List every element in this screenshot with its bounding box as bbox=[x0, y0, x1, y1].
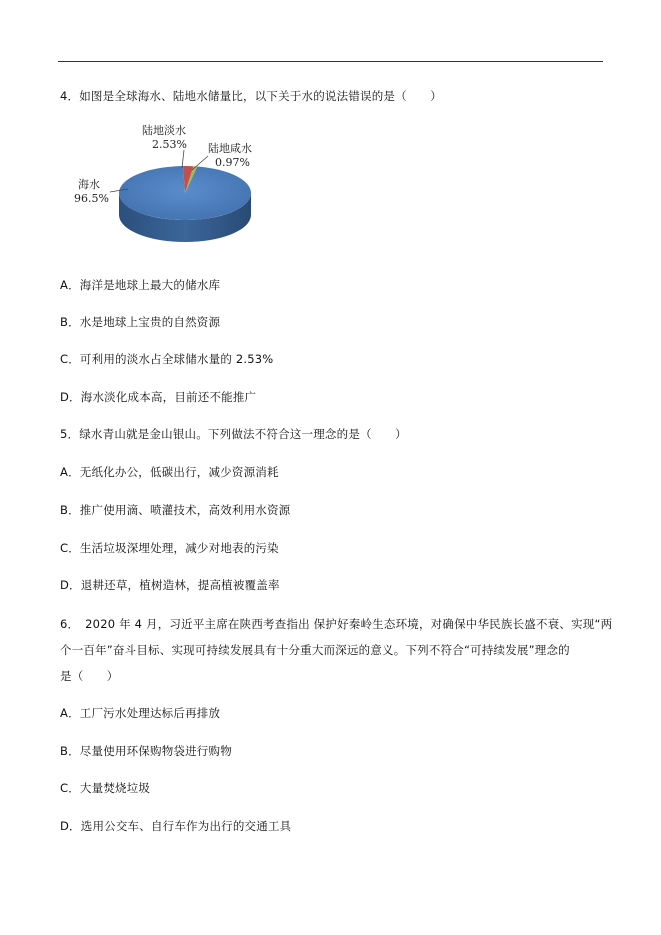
q6-option-a: A．工厂污水处理达标后再排放 bbox=[60, 706, 221, 720]
slice-label-saline-name: 陆地咸水 bbox=[208, 142, 252, 155]
q6-stem-line-1: 6． 2020 年 4 月，习近平主席在陕西考查指出 保护好秦岭生态环境，对确保中华民族长盛不衰、实现“两 bbox=[60, 617, 613, 631]
q6-option-d: D．选用公交车、自行车作为出行的交通工具 bbox=[60, 819, 292, 833]
q5-option-c: C．生活垃圾深埋处理，减少对地表的污染 bbox=[60, 541, 279, 555]
q4-option-d: D．海水淡化成本高，目前还不能推广 bbox=[60, 390, 257, 404]
slice-label-sea-value: 96.5% bbox=[74, 192, 109, 205]
leader-line-1 bbox=[182, 150, 184, 168]
q5-option-d: D．退耕还草，植树造林，提高植被覆盖率 bbox=[60, 578, 280, 592]
slice-label-saline-value: 0.97% bbox=[215, 156, 250, 169]
q6-stem-line-2: 个一百年”奋斗目标、实现可持续发展具有十分重大而深远的意义。下列不符合“可持续发展”理念的 bbox=[60, 643, 570, 657]
q5-option-b: B．推广使用滴、喷灌技术，高效利用水资源 bbox=[60, 503, 291, 517]
q4-option-a: A．海洋是地球上最大的储水库 bbox=[60, 278, 221, 292]
q4-stem: 4．如图是全球海水、陆地水储量比，以下关于水的说法错误的是（ ） bbox=[60, 89, 442, 103]
q6-option-c: C．大量焚烧垃圾 bbox=[60, 781, 151, 795]
slice-label-sea-name: 海水 bbox=[78, 178, 100, 191]
q5-option-a: A．无纸化办公，低碳出行，减少资源消耗 bbox=[60, 465, 279, 479]
q6-stem-line-3: 是（ ） bbox=[60, 669, 119, 683]
header-rule bbox=[58, 61, 603, 62]
q4-option-b: B．水是地球上宝贵的自然资源 bbox=[60, 315, 221, 329]
slice-label-fresh-name: 陆地淡水 bbox=[142, 124, 186, 137]
water-pie-chart bbox=[70, 118, 290, 258]
q6-option-b: B．尽量使用环保购物袋进行购物 bbox=[60, 744, 232, 758]
slice-label-fresh-value: 2.53% bbox=[152, 138, 187, 151]
q4-option-c: C．可利用的淡水占全球储水量的 2.53% bbox=[60, 352, 274, 366]
q5-stem: 5．绿水青山就是金山银山。下列做法不符合这一理念的是（ ） bbox=[60, 427, 407, 441]
